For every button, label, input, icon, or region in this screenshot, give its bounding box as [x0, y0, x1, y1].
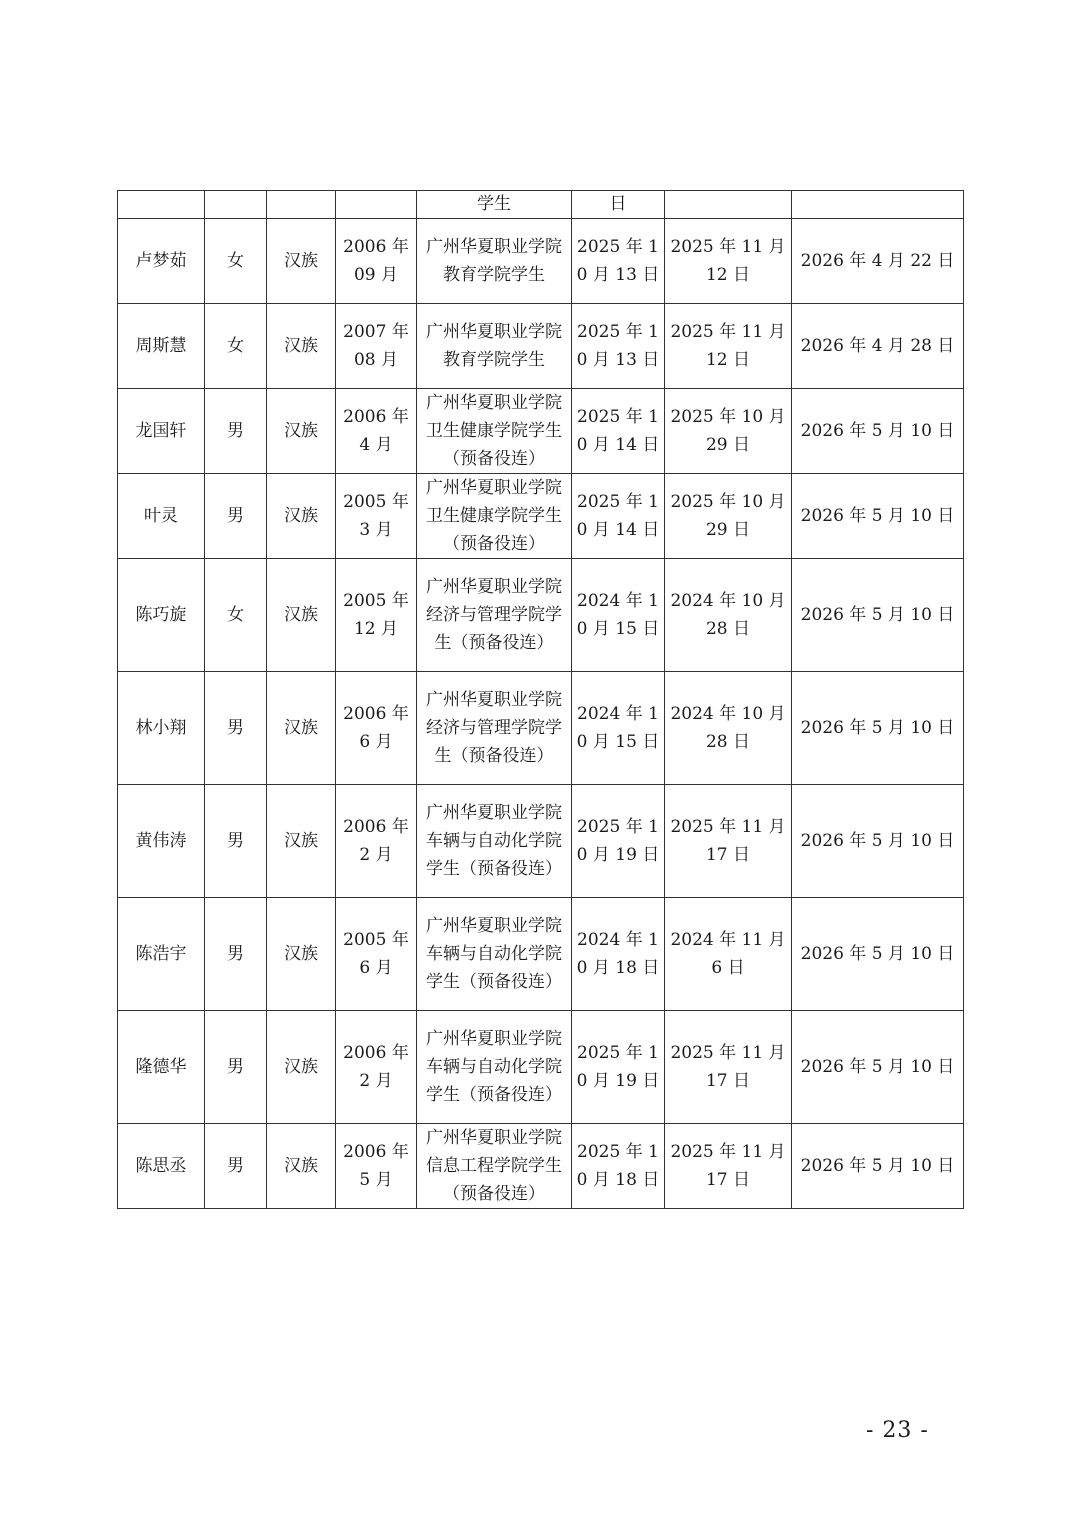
unit-cell: 广州华夏职业学院经济与管理学院学生（预备役连） — [417, 672, 572, 785]
table-row — [118, 389, 964, 474]
gender-cell: 男 — [205, 1011, 267, 1124]
name-cell: 隆德华 — [118, 1011, 205, 1124]
gender-cell: 男 — [205, 1124, 267, 1209]
date2-cell: 2024 年 10 月 28 日 — [665, 559, 792, 672]
date2-cell — [665, 191, 792, 219]
date3-cell: 2026 年 5 月 10 日 — [792, 389, 964, 474]
unit-cell: 学生 — [417, 191, 572, 219]
date1-cell: 2025 年 10 月 14 日 — [572, 389, 665, 474]
table-row — [118, 304, 964, 389]
gender-cell: 男 — [205, 898, 267, 1011]
birth-cell: 2005 年 6 月 — [336, 898, 417, 1011]
date1-cell: 2025 年 10 月 14 日 — [572, 474, 665, 559]
birth-cell: 2005 年 3 月 — [336, 474, 417, 559]
ethnicity-cell: 汉族 — [267, 559, 336, 672]
name-cell: 叶灵 — [118, 474, 205, 559]
date2-cell: 2025 年 11 月 17 日 — [665, 1124, 792, 1209]
date3-cell: 2026 年 4 月 22 日 — [792, 219, 964, 304]
name-cell: 陈巧旋 — [118, 559, 205, 672]
date3-cell: 2026 年 5 月 10 日 — [792, 898, 964, 1011]
unit-cell: 广州华夏职业学院教育学院学生 — [417, 304, 572, 389]
name-cell: 林小翔 — [118, 672, 205, 785]
table-row — [118, 1124, 964, 1209]
date3-cell: 2026 年 5 月 10 日 — [792, 672, 964, 785]
ethnicity-cell: 汉族 — [267, 389, 336, 474]
unit-cell: 广州华夏职业学院经济与管理学院学生（预备役连） — [417, 559, 572, 672]
birth-cell: 2006 年 5 月 — [336, 1124, 417, 1209]
date1-cell: 2025 年 10 月 13 日 — [572, 219, 665, 304]
ethnicity-cell: 汉族 — [267, 474, 336, 559]
table-row — [118, 559, 964, 672]
unit-cell: 广州华夏职业学院车辆与自动化学院学生（预备役连） — [417, 785, 572, 898]
roster-table — [117, 190, 964, 1209]
date2-cell: 2025 年 10 月 29 日 — [665, 389, 792, 474]
gender-cell — [205, 191, 267, 219]
birth-cell: 2006 年 6 月 — [336, 672, 417, 785]
birth-cell: 2006 年 09 月 — [336, 219, 417, 304]
date2-cell: 2025 年 11 月 17 日 — [665, 1011, 792, 1124]
ethnicity-cell: 汉族 — [267, 785, 336, 898]
unit-cell: 广州华夏职业学院卫生健康学院学生（预备役连） — [417, 389, 572, 474]
date2-cell: 2024 年 11 月 6 日 — [665, 898, 792, 1011]
table-row — [118, 1011, 964, 1124]
gender-cell: 男 — [205, 474, 267, 559]
date3-cell: 2026 年 4 月 28 日 — [792, 304, 964, 389]
date3-cell: 2026 年 5 月 10 日 — [792, 785, 964, 898]
birth-cell: 2007 年 08 月 — [336, 304, 417, 389]
gender-cell: 女 — [205, 219, 267, 304]
unit-cell: 广州华夏职业学院信息工程学院学生（预备役连） — [417, 1124, 572, 1209]
table-row — [118, 219, 964, 304]
name-cell: 陈浩宇 — [118, 898, 205, 1011]
birth-cell: 2006 年 2 月 — [336, 1011, 417, 1124]
unit-cell: 广州华夏职业学院车辆与自动化学院学生（预备役连） — [417, 898, 572, 1011]
birth-cell: 2006 年 2 月 — [336, 785, 417, 898]
date2-cell: 2024 年 10 月 28 日 — [665, 672, 792, 785]
date2-cell: 2025 年 10 月 29 日 — [665, 474, 792, 559]
ethnicity-cell: 汉族 — [267, 672, 336, 785]
date3-cell: 2026 年 5 月 10 日 — [792, 1124, 964, 1209]
ethnicity-cell: 汉族 — [267, 898, 336, 1011]
date1-cell: 2024 年 10 月 15 日 — [572, 672, 665, 785]
date1-cell: 2025 年 10 月 19 日 — [572, 785, 665, 898]
gender-cell: 女 — [205, 559, 267, 672]
date1-cell: 日 — [572, 191, 665, 219]
name-cell — [118, 191, 205, 219]
unit-cell: 广州华夏职业学院车辆与自动化学院学生（预备役连） — [417, 1011, 572, 1124]
ethnicity-cell: 汉族 — [267, 304, 336, 389]
date3-cell — [792, 191, 964, 219]
name-cell: 黄伟涛 — [118, 785, 205, 898]
birth-cell: 2005 年 12 月 — [336, 559, 417, 672]
date1-cell: 2024 年 10 月 15 日 — [572, 559, 665, 672]
birth-cell — [336, 191, 417, 219]
ethnicity-cell: 汉族 — [267, 1124, 336, 1209]
date3-cell: 2026 年 5 月 10 日 — [792, 474, 964, 559]
date3-cell: 2026 年 5 月 10 日 — [792, 1011, 964, 1124]
table-row — [118, 672, 964, 785]
ethnicity-cell — [267, 191, 336, 219]
table-row — [118, 474, 964, 559]
gender-cell: 男 — [205, 389, 267, 474]
gender-cell: 男 — [205, 785, 267, 898]
ethnicity-cell: 汉族 — [267, 1011, 336, 1124]
date1-cell: 2025 年 10 月 18 日 — [572, 1124, 665, 1209]
gender-cell: 男 — [205, 672, 267, 785]
date2-cell: 2025 年 11 月 12 日 — [665, 304, 792, 389]
gender-cell: 女 — [205, 304, 267, 389]
table-row — [118, 898, 964, 1011]
date2-cell: 2025 年 11 月 12 日 — [665, 219, 792, 304]
unit-cell: 广州华夏职业学院卫生健康学院学生（预备役连） — [417, 474, 572, 559]
continuation-row — [118, 191, 964, 219]
date1-cell: 2025 年 10 月 13 日 — [572, 304, 665, 389]
page-number: - 23 - — [866, 1418, 929, 1443]
name-cell: 陈思丞 — [118, 1124, 205, 1209]
name-cell: 卢梦茹 — [118, 219, 205, 304]
date1-cell: 2025 年 10 月 19 日 — [572, 1011, 665, 1124]
ethnicity-cell: 汉族 — [267, 219, 336, 304]
table-row — [118, 785, 964, 898]
unit-cell: 广州华夏职业学院教育学院学生 — [417, 219, 572, 304]
date2-cell: 2025 年 11 月 17 日 — [665, 785, 792, 898]
date3-cell: 2026 年 5 月 10 日 — [792, 559, 964, 672]
name-cell: 龙国轩 — [118, 389, 205, 474]
name-cell: 周斯慧 — [118, 304, 205, 389]
birth-cell: 2006 年 4 月 — [336, 389, 417, 474]
date1-cell: 2024 年 10 月 18 日 — [572, 898, 665, 1011]
